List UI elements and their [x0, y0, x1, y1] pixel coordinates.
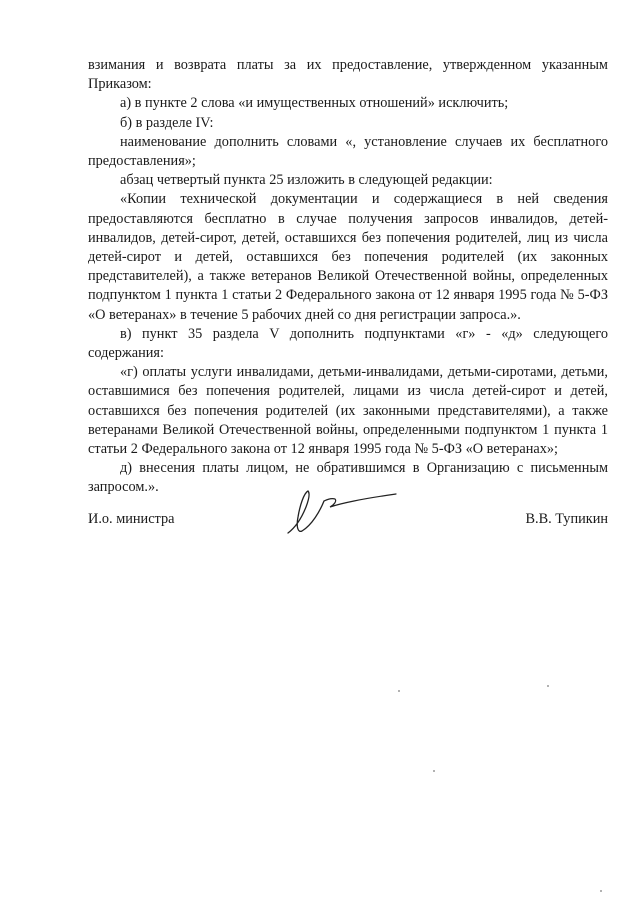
signatory-name: В.В. Тупикин [525, 511, 608, 527]
paragraph-1: взимания и возврата платы за их предоставление, утвержденном указанным Приказом: [88, 57, 608, 93]
paragraph-2: а) в пункте 2 слова «и имущественных отношений» исключить; [120, 95, 509, 112]
paragraph-7: в) пункт 35 раздела V дополнить подпунктами «г» - «д» следующего содержания: [88, 325, 608, 362]
handwritten-signature [282, 483, 402, 543]
scan-speck [433, 770, 435, 772]
paragraph-4: наименование дополнить словами «, установление случаев их бесплатного предоставления»; [88, 133, 608, 170]
paragraph-6: «Копии технической документации и содержащиеся в ней сведения предоставляются бесплатно в случае получения запросов инвалидов, детей-инвалидов, детей-сирот, детей, оставшихся без попечения родителей, лиц из числа детей-сирот и детей, оставшихся без попечения родителей (их законных представителей), а также ветеранов Великой Отечественной войны, определенных подпунктом 1 пункта 1 статьи 2 Федерального закона от 12 января 1995 года № 5-ФЗ «О ветеранах» в течение 5 рабочих дней со дня регистрации запроса.». [88, 191, 608, 323]
document-body [88, 56, 608, 498]
paragraph-5: абзац четвертый пункта 25 изложить в следующей редакции: [120, 172, 493, 189]
paragraph-8: «г) оплаты услуги инвалидами, детьми-инвалидами, детьми-сиротами, детьми, оставшимися без попечения родителей, лицами из числа детей-сирот и детей, оставшихся без попечения родителей (их законными представителями), а также ветеранами Великой Отечественной войны, определенными подпунктом 1 пункта 1 статьи 2 Федерального закона от 12 января 1995 года № 5-ФЗ «О ветеранах»; [88, 364, 608, 458]
scan-speck [600, 890, 602, 892]
paragraph-9: д) внесения платы лицом, не обратившимся в Организацию с письменным запросом.». [88, 460, 608, 496]
scan-speck [398, 690, 400, 692]
signatory-position: И.о. министра [88, 511, 175, 527]
scan-speck [547, 685, 549, 687]
paragraph-3: б) в разделе IV: [120, 114, 214, 131]
